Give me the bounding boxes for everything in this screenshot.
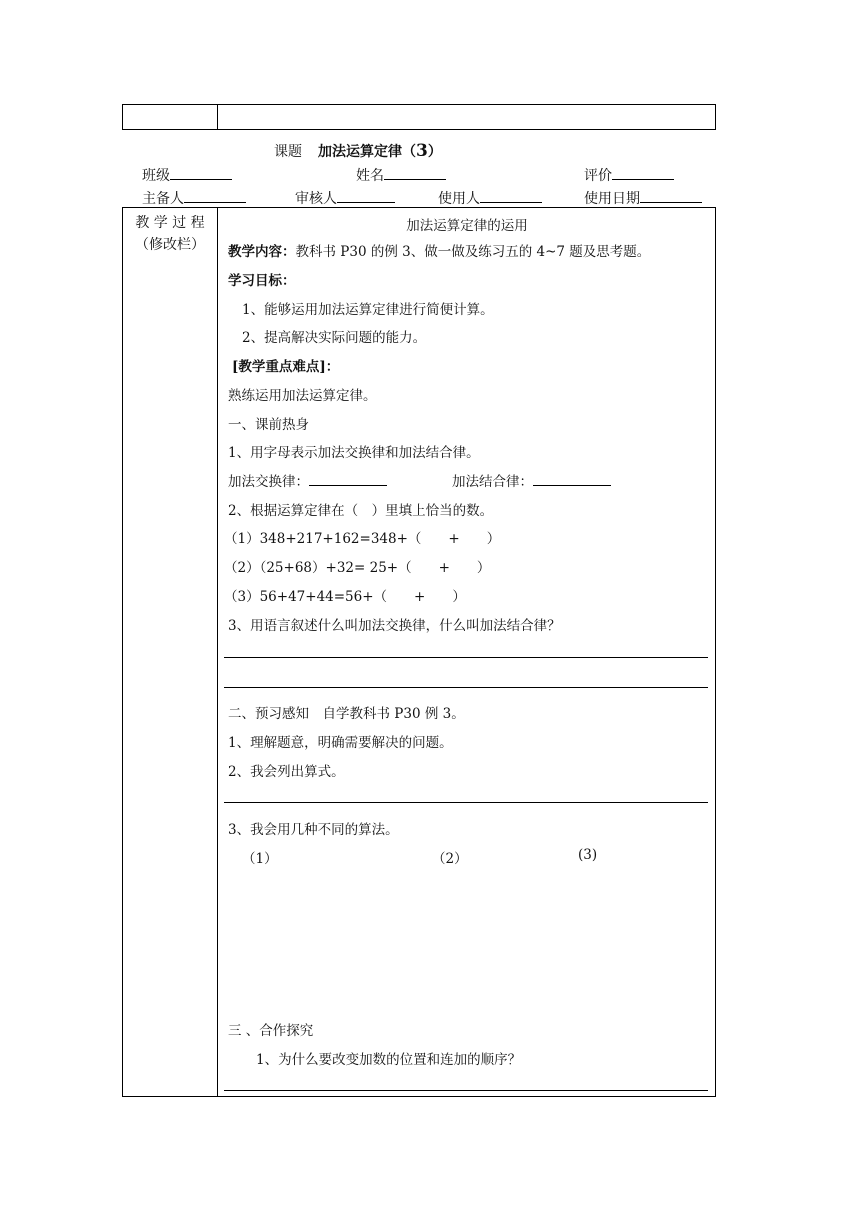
user-label: 使用人 <box>438 191 480 207</box>
left-column-note: （修改栏） <box>135 237 205 253</box>
key-points-text: 熟练运用加法运算定律。 <box>228 388 377 404</box>
warmup-question-3: 3、用语言叙述什么叫加法交换律，什么叫加法结合律？ <box>228 618 561 634</box>
reviewer-field <box>295 188 395 208</box>
name-field <box>356 165 446 185</box>
section-preview: 二、预习感知 自学教科书 P30 例 3。 <box>228 706 465 722</box>
preview-question-2: 2、我会列出算式。 <box>228 764 345 780</box>
lesson-label: 课题 <box>274 144 302 160</box>
teaching-content-text: 教科书 P30 的例 3、做一做及练习五的 4~7 题及思考题。 <box>295 244 651 260</box>
answer-line[interactable] <box>224 1090 708 1091</box>
warmup-question-2: 2、根据运算定律在（ ）里填上恰当的数。 <box>228 503 494 519</box>
date-blank[interactable] <box>640 188 702 203</box>
answer-line[interactable] <box>224 802 708 803</box>
user-field <box>438 188 542 208</box>
key-points-label: [教学重点难点]： <box>232 359 340 375</box>
date-label: 使用日期 <box>584 191 640 207</box>
associative-label: 加法结合律： <box>452 474 533 490</box>
associative-field <box>452 470 611 490</box>
class-field <box>142 165 232 185</box>
class-label: 班级 <box>142 168 170 184</box>
preview-question-3: 3、我会用几种不同的算法。 <box>228 822 399 838</box>
section-explore: 三 、合作探究 <box>228 1023 314 1039</box>
preparer-field <box>142 188 246 208</box>
preparer-blank[interactable] <box>184 188 246 203</box>
reviewer-label: 审核人 <box>295 191 337 207</box>
method-1-label: （1） <box>242 851 278 867</box>
content-heading: 加法运算定律的运用 <box>406 218 528 234</box>
equation-3: （3）56+47+44=56+（ + ） <box>224 589 466 605</box>
preparer-label: 主备人 <box>142 191 184 207</box>
goals-label: 学习目标： <box>228 273 296 289</box>
goal-2: 2、提高解决实际问题的能力。 <box>242 330 427 346</box>
associative-blank[interactable] <box>533 471 611 486</box>
page-title <box>274 141 442 161</box>
answer-line[interactable] <box>224 687 708 688</box>
main-table-divider <box>217 208 218 1096</box>
lesson-title: 加法运算定律（3） <box>318 141 442 161</box>
date-field <box>584 188 702 208</box>
teaching-content-label: 教学内容： <box>228 244 296 260</box>
left-column <box>128 212 212 256</box>
teaching-content <box>228 240 650 260</box>
eval-blank[interactable] <box>612 165 674 180</box>
user-blank[interactable] <box>480 188 542 203</box>
top-header-box <box>122 104 716 130</box>
lesson-number: 3 <box>416 141 428 161</box>
class-blank[interactable] <box>170 165 232 180</box>
explore-question-1: 1、为什么要改变加数的位置和连加的顺序？ <box>256 1052 522 1068</box>
eval-field <box>584 165 674 185</box>
reviewer-blank[interactable] <box>337 188 395 203</box>
commutative-field <box>228 470 387 490</box>
preview-question-1: 1、理解题意，明确需要解决的问题。 <box>228 735 453 751</box>
warmup-question-1: 1、用字母表示加法交换律和加法结合律。 <box>228 445 480 461</box>
eval-label: 评价 <box>584 168 612 184</box>
equation-1: （1）348+217+162=348+（ + ） <box>224 531 501 547</box>
goal-1: 1、能够运用加法运算定律进行简便计算。 <box>242 302 494 318</box>
commutative-label: 加法交换律： <box>228 474 309 490</box>
method-3-label: (3) <box>578 847 598 863</box>
name-label: 姓名 <box>356 168 384 184</box>
left-column-title: 教 学 过 程 <box>135 215 205 231</box>
equation-2: （2）（25+68）+32= 25+（ + ） <box>224 560 491 576</box>
method-2-label: （2） <box>432 851 468 867</box>
answer-line[interactable] <box>224 657 708 658</box>
commutative-blank[interactable] <box>309 471 387 486</box>
top-box-divider <box>217 105 218 129</box>
name-blank[interactable] <box>384 165 446 180</box>
section-warmup: 一、课前热身 <box>228 417 309 433</box>
